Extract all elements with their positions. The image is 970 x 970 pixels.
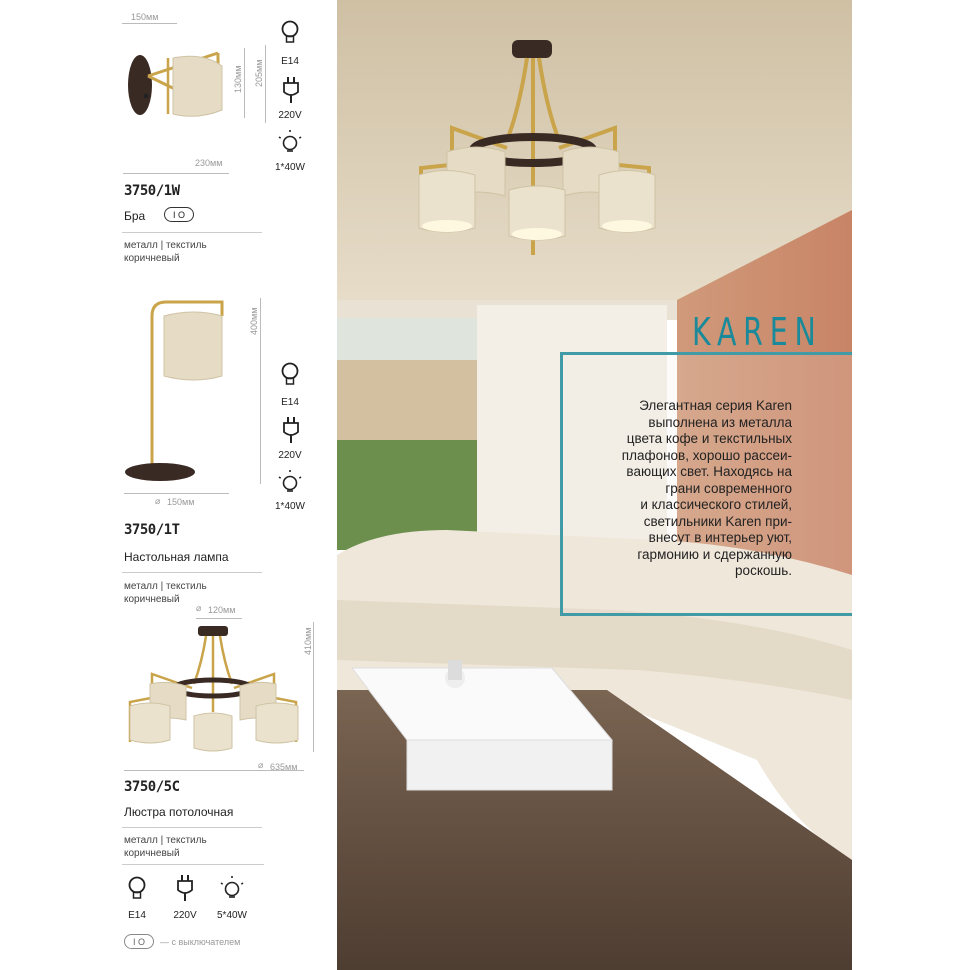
product-material: металл | текстиль коричневый	[124, 581, 207, 605]
product-name: Бра	[124, 209, 146, 223]
bulb-icon	[280, 362, 300, 388]
spec-voltage: 220V	[173, 910, 197, 921]
chandelier-image	[122, 622, 307, 762]
spec-power: 1*40W	[274, 501, 305, 512]
dim-diameter: 150мм	[167, 497, 195, 507]
product-name: Люстра потолочная	[124, 805, 234, 819]
brand-title: KAREN	[692, 310, 823, 354]
diameter-icon: ⌀	[258, 760, 264, 770]
bulb-icon	[280, 20, 300, 46]
interior-photo	[337, 0, 852, 970]
dim-diameter: 635мм	[270, 762, 298, 772]
plug-icon	[282, 416, 300, 444]
light-power-icon	[276, 128, 304, 156]
spec-socket: E14	[128, 910, 146, 921]
product-code: 3750/1T	[124, 522, 180, 538]
product-name: Настольная лампа	[124, 550, 229, 564]
dim-width: 230мм	[195, 158, 223, 168]
dim-total-height: 205мм	[254, 59, 264, 87]
product-code: 3750/5C	[124, 779, 180, 795]
wall-lamp-image	[118, 38, 228, 128]
switch-icon: I O	[124, 934, 154, 949]
dim-height: 410мм	[303, 627, 313, 655]
dim-shade-height: 130мм	[233, 65, 243, 93]
diameter-icon: ⌀	[155, 496, 161, 506]
spec-voltage: 220V	[278, 450, 302, 461]
table-lamp-image	[124, 296, 234, 486]
bulb-icon	[127, 876, 147, 902]
light-power-icon	[218, 874, 246, 902]
product-code: 3750/1W	[124, 183, 180, 199]
product-material: металл | текстиль коричневый	[124, 240, 207, 264]
legend-switch-text: — с выключателем	[160, 937, 241, 947]
product-material: металл | текстиль коричневый	[124, 835, 207, 859]
spec-voltage: 220V	[278, 110, 302, 121]
spec-power: 5*40W	[216, 910, 247, 921]
dim-depth: 150мм	[131, 12, 159, 22]
dim-height: 400мм	[249, 307, 259, 335]
switch-icon: I O	[164, 207, 194, 222]
plug-icon	[176, 874, 194, 902]
dim-base: 120мм	[208, 605, 236, 615]
spec-socket: E14	[281, 56, 299, 67]
series-description: Элегантная серия Karen выполнена из металла цвета кофе и текстильных плафонов, хорошо рассеи- вающих свет. Находясь на грани современного и классического стилей, светильники Karen при- внесут в интерьер уют, гармонию и сдержанную роскошь.	[621, 398, 792, 578]
light-power-icon	[276, 468, 304, 496]
spec-power: 1*40W	[274, 162, 305, 173]
diameter-icon: ⌀	[196, 603, 202, 613]
spec-socket: E14	[281, 397, 299, 408]
plug-icon	[282, 76, 300, 104]
